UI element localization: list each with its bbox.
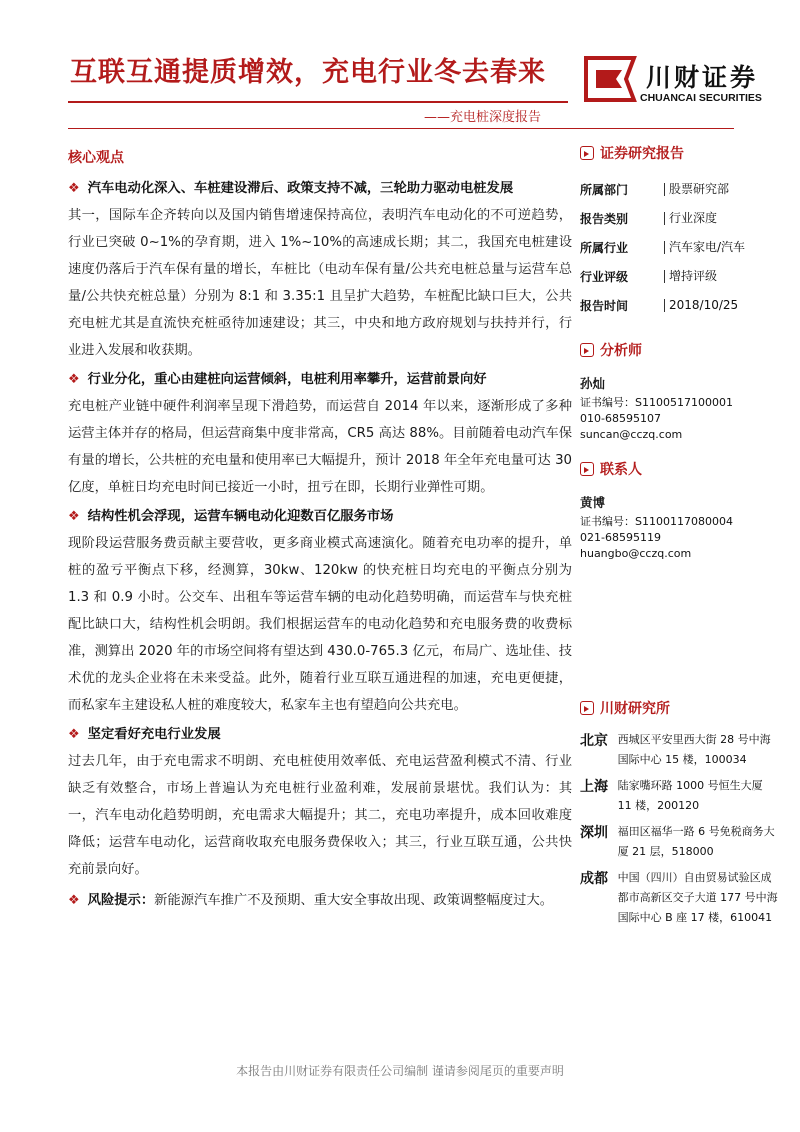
section-title: 核心观点 [68,150,124,166]
company-logo [582,54,782,108]
sidebar-analyst-title: 分析师 [580,340,780,360]
contact-cert: 证书编号：S1100117080004 [580,515,733,528]
logo-mark-icon [582,54,638,104]
report-subtitle: ——充电桩深度报告 [424,110,542,125]
section-marker-icon [580,462,594,476]
analyst-cert: 证书编号：S1100517100001 [580,396,733,409]
diamond-bullet-icon: ❖ [68,893,80,908]
key-point [68,177,572,364]
key-point-body: 过去几年，由于充电需求不明朗、充电桩使用效率低、充电运营盈利模式不清、行业缺乏有效整合，市场上普遍认为充电桩行业盈利难，发展前景堪忧。我们认为：其一，汽车电动化趋势明朗，充电需求大幅提升；其二，充电功率提升，成本回收难度降低；运营车电动化，运营商收取充电服务费保收入；其三，行业互联互通，公共快充前景向好。 [68,754,572,877]
info-row: 所属行业 汽车家电/汽车 [580,240,746,255]
risk-warning [68,887,572,914]
main-column [68,147,572,914]
sidebar-contact-title: 联系人 [580,459,780,479]
diamond-bullet-icon: ❖ [68,181,80,196]
key-point-body: 其一，国际车企齐转向以及国内销售增速保持高位，表明汽车电动化的不可逆趋势，行业已突破 0~1%的孕育期，进入 1%~10%的高速成长期；其二，我国充电桩建设速度仍落后于汽车保有量的增长，车桩比（电动车保有量/公共充电桩总量与运营车总量/公共快充桩总量）分别为 8:1 和 3.35:1 且呈扩大趋势，车桩配比缺口巨大，公共充电桩尤其是直流快充桩亟待加速建设；其三，中央和地方政府规划与扶持并行，行业进入发展和收获期。 [68,208,572,358]
office-list [580,730,780,928]
office-item: 上海 陆家嘴环路 1000 号恒生大厦 11 楼，200120 [580,779,763,812]
office-item: 深圳 福田区福华一路 6 号免税商务大厦 21 层，518000 [580,825,775,858]
key-point [68,505,572,719]
section-marker-icon [580,146,594,160]
office-item: 北京 西城区平安里西大街 28 号中海国际中心 15 楼，100034 [580,733,771,766]
key-point [68,368,572,501]
header-divider [68,101,568,103]
contact-phone: 021-68595119 [580,531,661,544]
info-row: 报告类别 行业深度 [580,211,718,226]
key-point-body: 充电桩产业链中硬件利润率呈现下滑趋势，而运营自 2014 年以来，逐渐形成了多种运营主体并存的格局，但运营商集中度非常高，CR5 高达 88%。目前随着电动汽车保有量的增长，公共桩的充电量和使用率已大幅提升，预计 2018 年全年充电量可达 30 亿度，单桩日均充电时间已接近一小时，扭亏在即，长期行业弹性可期。 [68,399,572,495]
sidebar [580,143,780,934]
key-point-heading: ❖ 结构性机会浮现，运营车辆电动化迎数百亿服务市场 [68,509,394,524]
key-point-heading: ❖ 坚定看好充电行业发展 [68,727,221,742]
risk-text: 新能源汽车推广不及预期、重大安全事故出现、政策调整幅度过大。 [154,893,554,908]
key-point-heading: ❖ 汽车电动化深入、车桩建设滞后、政策支持不减，三轮助力驱动电桩发展 [68,181,514,196]
section-marker-icon [580,701,594,715]
report-info-table [580,175,780,320]
contact-email[interactable]: huangbo@cczq.com [580,547,692,560]
analyst-name: 孙灿 [580,376,606,391]
diamond-bullet-icon: ❖ [68,509,80,524]
info-row: 报告时间 2018/10/25 [580,298,739,313]
risk-label: 风险提示： [87,893,155,908]
section-marker-icon [580,343,594,357]
page-footer: 本报告由川财证券有限责任公司编制 谨请参阅尾页的重要声明 [236,1064,564,1078]
header-divider-thin [68,128,734,129]
info-row: 所属部门 股票研究部 [580,182,730,197]
logo-english-name: CHUANCAI SECURITIES [640,92,762,104]
sidebar-institute-title: 川财研究所 [580,698,780,718]
analyst-card [580,374,780,443]
contact-name: 黄博 [580,495,606,510]
diamond-bullet-icon: ❖ [68,372,80,387]
key-point-heading: ❖ 行业分化，重心由建桩向运营倾斜，电桩利用率攀升，运营前景向好 [68,372,487,387]
analyst-email[interactable]: suncan@cczq.com [580,428,683,441]
contact-card [580,493,780,562]
diamond-bullet-icon: ❖ [68,727,80,742]
info-row: 行业评级 增持评级 [580,269,718,284]
office-item: 成都 中国（四川）自由贸易试验区成都市高新区交子大道 177 号中海国际中心 B 座 17 楼，610041 [580,871,778,924]
sidebar-report-title: 证券研究报告 [580,143,780,163]
key-point [68,723,572,883]
analyst-phone: 010-68595107 [580,412,661,425]
key-point-body: 现阶段运营服务费贡献主要营收，更多商业模式高速演化。随着充电功率的提升，单桩的盈亏平衡点下移，经测算，30kw、120kw 的快充桩日均充电的平衡点分别为 1.3 和 0.9 小时。公交车、出租车等运营车辆的电动化趋势明确，而运营车与快充桩配比缺口大，结构性机会明朗。我们根据运营车的电动化趋势和充电服务费的收费标准，测算出 2020 年的市场空间将有望达到 430.0-765.3 亿元，布局广、选址佳、技术优的龙头企业将在未来受益。此外，随着行业互联互通进程的加速，充电更便捷，而私家车主建设私人桩的难度较大，私家车主也有望趋向公共充电。 [68,536,572,713]
report-title: 互联互通提质增效，充电行业冬去春来 [70,57,546,88]
logo-chinese-name: 川财证券 [646,63,759,92]
